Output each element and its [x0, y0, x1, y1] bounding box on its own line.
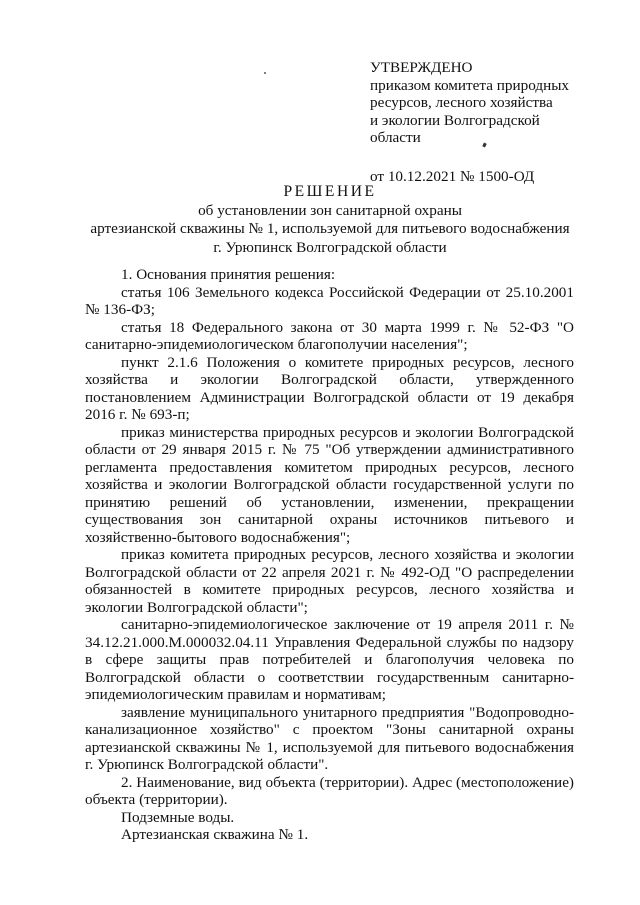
section-2-heading: 2. Наименование, вид объекта (территории). Адрес (местоположение) объекта (территории).	[85, 773, 574, 808]
section-2-line: Подземные воды.	[121, 808, 235, 826]
decision-heading: РЕШЕНИЕ	[283, 183, 377, 200]
title-line: г. Урюпинск Волгоградской области	[213, 238, 447, 256]
basis-paragraph: приказ комитета природных ресурсов, лесного хозяйства и экологии Волгоградской области от 22 апреля 2021 г. № 492-ОД "О распределении обязанностей в комитете природных ресурсов, лесного хозяйства и экологии Волгоградской области";	[85, 546, 574, 616]
approval-line: и экологии Волгоградской	[370, 111, 540, 129]
basis-paragraph: статья 18 Федерального закона от 30 марта 1999 г. № 52-ФЗ "О санитарно-эпидемиологическом благополучии населения";	[85, 318, 574, 353]
approval-date-number: от 10.12.2021 № 1500-ОД	[370, 167, 535, 185]
basis-paragraph: заявление муниципального унитарного предприятия "Водопроводно-канализационное хозяйство" с проектом "Зоны санитарной охраны артезианской скважины № 1, используемой для питьевого водоснабжения г. Урюпинск Волгоградской области".	[85, 703, 574, 773]
document-title	[80, 183, 580, 257]
approval-line: ресурсов, лесного хозяйства	[370, 94, 553, 112]
scan-speck	[264, 72, 266, 74]
basis-paragraph: санитарно-эпидемиологическое заключение от 19 апреля 2011 г. № 34.12.21.000.М.000032.04.11 Управления Федеральной службы по надзору в сфере защиты прав потребителей и благополучия человека по Волгоградской области о соответствии государственным санитарно-эпидемиологическим правилам и нормативам;	[85, 616, 574, 703]
basis-paragraph: статья 106 Земельного кодекса Российской Федерации от 25.10.2001 № 136-ФЗ;	[85, 283, 574, 318]
basis-paragraph: приказ министерства природных ресурсов и экологии Волгоградской области от 29 января 2015 г. № 75 "Об утверждении административного регламента предоставления комитетом природных ресурсов, лесного хозяйства и экологии Волгоградской области государственной услуги по принятию решений об установлении, изменении, прекращении существования зон санитарной охраны источников питьевого и хозяйственно-бытового водоснабжения";	[85, 423, 574, 546]
title-line: артезианской скважины № 1, используемой для питьевого водоснабжения	[90, 220, 570, 237]
approval-heading: УТВЕРЖДЕНО	[370, 59, 473, 76]
approval-block	[370, 59, 610, 186]
section-2-line: Артезианская скважина № 1.	[121, 826, 309, 843]
title-line: об установлении зон санитарной охраны	[198, 201, 462, 219]
document-body	[85, 266, 574, 844]
basis-paragraph: пункт 2.1.6 Положения о комитете природных ресурсов, лесного хозяйства и экологии Волгоградской области, утвержденного постановлением Администрации Волгоградской области от 19 декабря 2016 г. № 693-п;	[85, 353, 574, 423]
approval-line: приказом комитета природных	[370, 76, 570, 94]
section-1-heading: 1. Основания принятия решения:	[121, 266, 336, 283]
approval-line: области	[370, 129, 421, 147]
